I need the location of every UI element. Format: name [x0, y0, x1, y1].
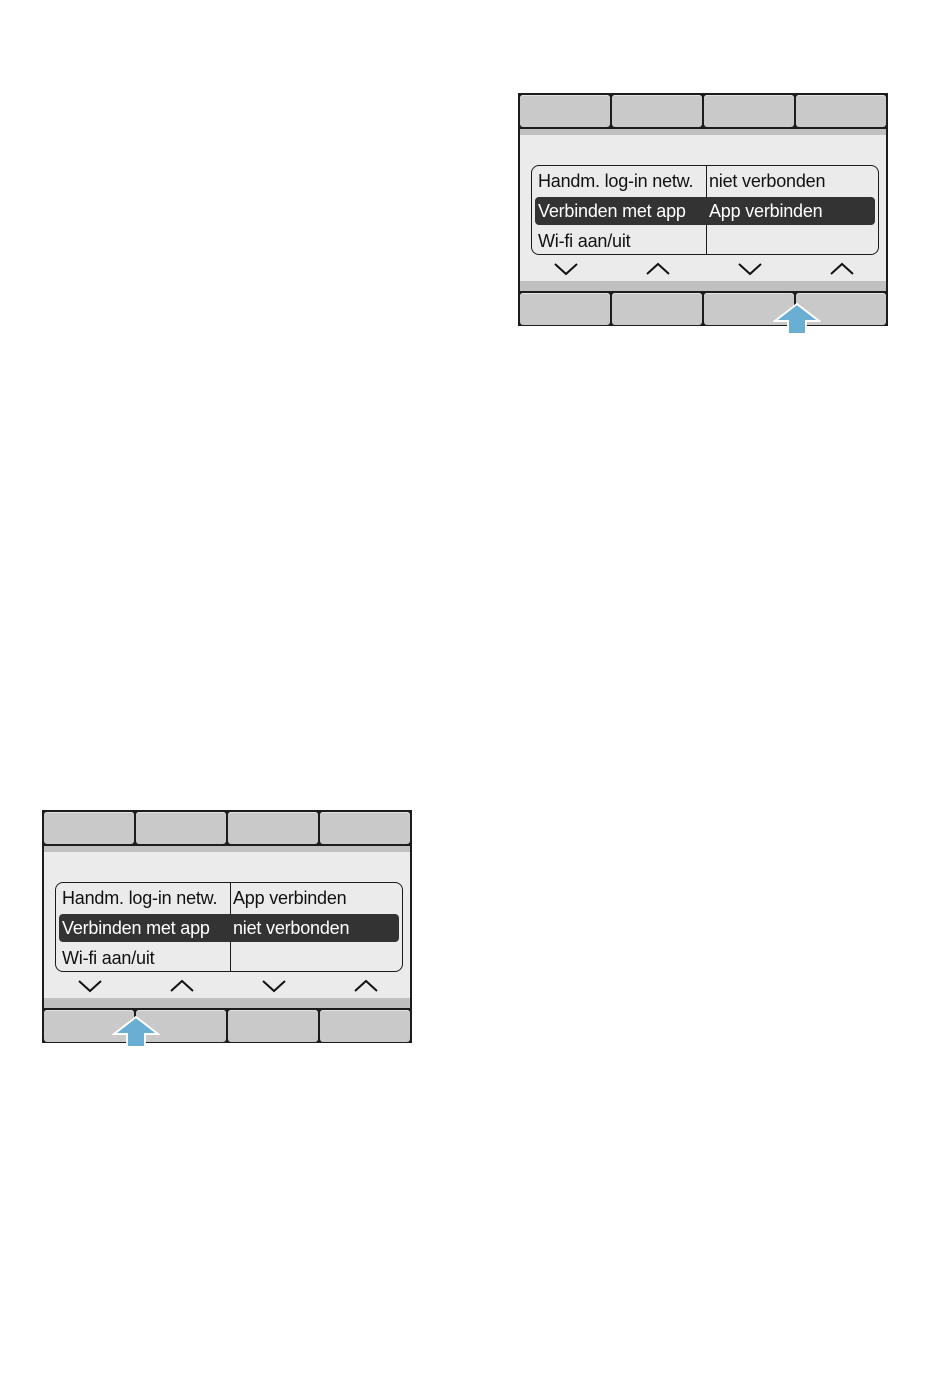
menu-item-value: App verbinden: [233, 888, 347, 908]
top-button-4[interactable]: [796, 95, 886, 127]
navigation-arrows: [520, 261, 886, 277]
menu-row-connect-app[interactable]: [532, 196, 878, 226]
menu-item-label: Verbinden met app: [62, 918, 210, 938]
menu-item-label: Handm. log-in netw.: [62, 888, 218, 908]
settings-menu-list: [531, 165, 879, 255]
control-panel-1: [518, 93, 888, 326]
top-button-4[interactable]: [320, 812, 410, 844]
menu-item-value: App verbinden: [709, 201, 823, 221]
display-body: [520, 135, 886, 281]
top-button-1[interactable]: [520, 95, 610, 127]
chevron-up-icon[interactable]: [353, 978, 379, 994]
top-button-2[interactable]: [136, 812, 226, 844]
menu-item-label: Wi-fi aan/uit: [538, 231, 631, 251]
bottom-button-2[interactable]: [612, 293, 702, 325]
menu-row-manual-login[interactable]: [56, 883, 402, 913]
top-button-row: [520, 95, 886, 127]
display-screen: [44, 846, 410, 1008]
bottom-button-4[interactable]: [320, 1010, 410, 1042]
chevron-up-icon[interactable]: [169, 978, 195, 994]
press-arrow-icon: [112, 1016, 160, 1048]
menu-row-wifi-toggle[interactable]: [56, 943, 402, 972]
chevron-up-icon[interactable]: [829, 261, 855, 277]
settings-menu-list: [55, 882, 403, 972]
menu-row-manual-login[interactable]: [532, 166, 878, 196]
bottom-button-3[interactable]: [228, 1010, 318, 1042]
menu-item-value: niet verbonden: [233, 918, 350, 938]
chevron-up-icon[interactable]: [645, 261, 671, 277]
menu-item-label: Verbinden met app: [538, 201, 686, 221]
press-arrow-icon: [773, 303, 821, 335]
menu-item-label: Handm. log-in netw.: [538, 171, 694, 191]
bottom-button-row: [520, 293, 886, 325]
bottom-button-row: [44, 1010, 410, 1042]
menu-row-wifi-toggle[interactable]: [532, 226, 878, 255]
menu-item-value: niet verbonden: [709, 171, 826, 191]
display-screen: [520, 129, 886, 291]
chevron-down-icon[interactable]: [737, 261, 763, 277]
top-button-1[interactable]: [44, 812, 134, 844]
bottom-button-1[interactable]: [520, 293, 610, 325]
top-button-row: [44, 812, 410, 844]
chevron-down-icon[interactable]: [553, 261, 579, 277]
chevron-down-icon[interactable]: [261, 978, 287, 994]
display-body: [44, 852, 410, 998]
top-button-3[interactable]: [704, 95, 794, 127]
menu-item-label: Wi-fi aan/uit: [62, 948, 155, 968]
chevron-down-icon[interactable]: [77, 978, 103, 994]
top-button-2[interactable]: [612, 95, 702, 127]
menu-row-connect-app[interactable]: [56, 913, 402, 943]
control-panel-2: [42, 810, 412, 1043]
navigation-arrows: [44, 978, 410, 994]
top-button-3[interactable]: [228, 812, 318, 844]
